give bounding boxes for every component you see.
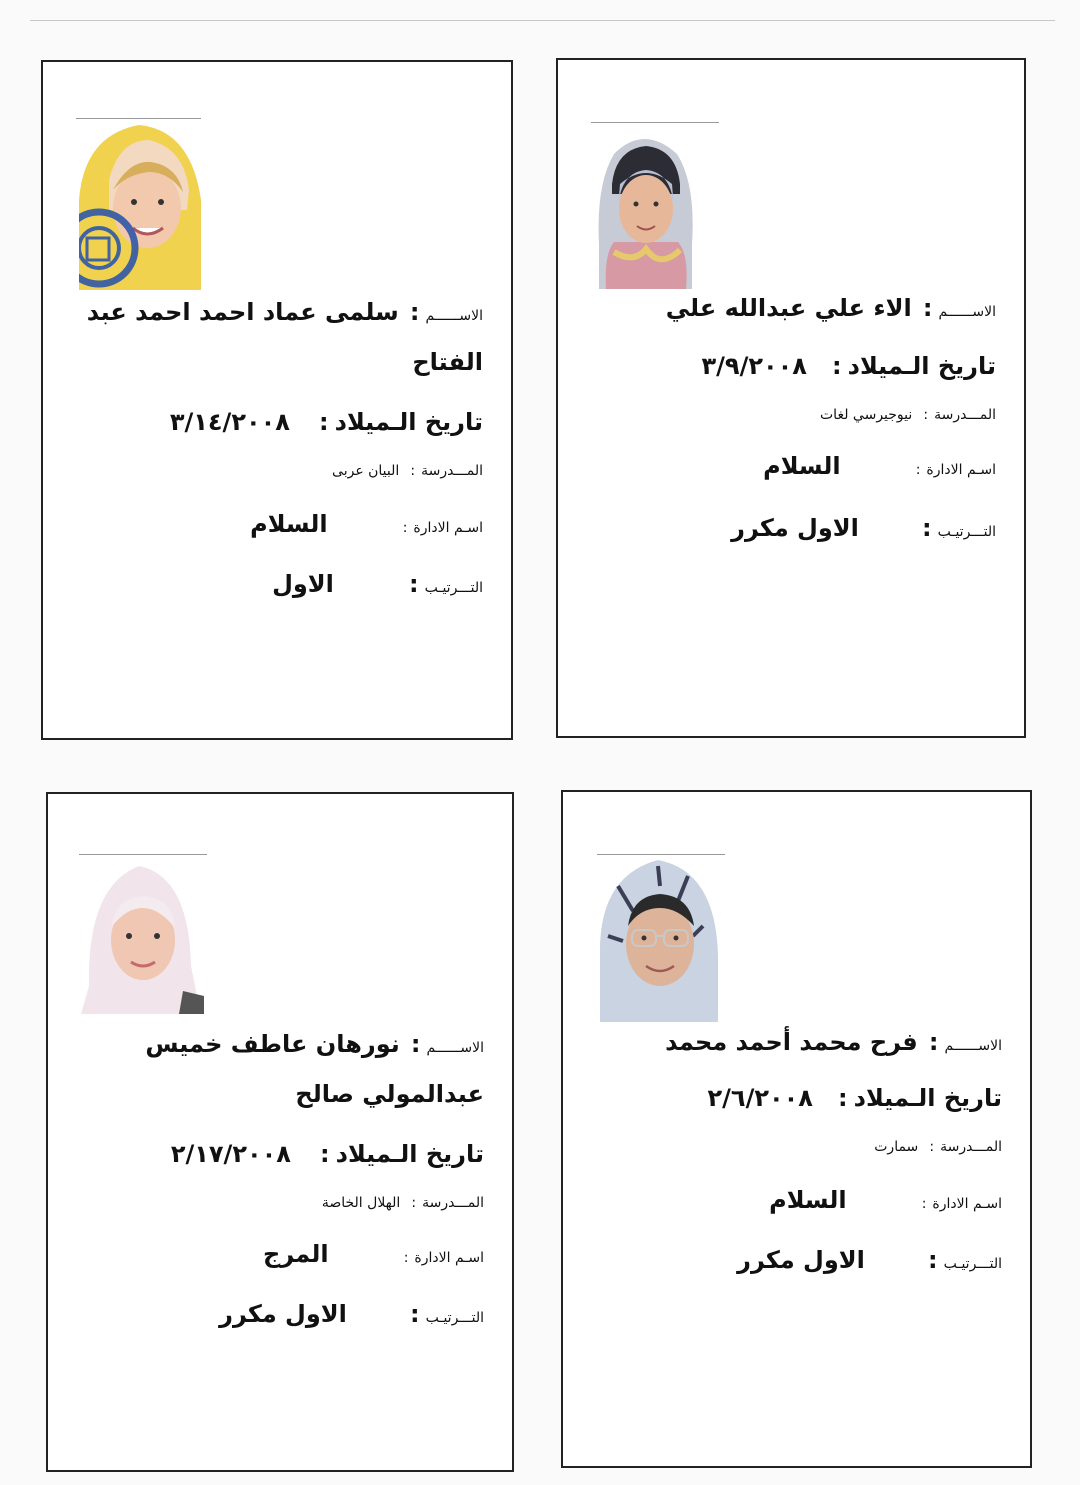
student-photo-with-stamp <box>79 120 204 290</box>
colon: : <box>410 1300 420 1328</box>
colon: : <box>832 352 842 380</box>
admin-label: اسـم الادارة <box>414 1250 484 1266</box>
colon: : <box>838 1084 848 1112</box>
photo-top-rule <box>597 854 725 855</box>
colon: : <box>409 570 419 598</box>
student-photo <box>594 124 697 289</box>
school-name: الهلال الخاصة <box>321 1195 401 1211</box>
colon: : <box>921 1196 927 1212</box>
admin-label: اسـم الادارة <box>932 1196 1002 1212</box>
student-photo <box>79 856 204 1014</box>
name-label: الاســــــم <box>944 1038 1002 1054</box>
rank-value: الاول مكرر <box>219 1300 347 1328</box>
student-photo <box>598 856 720 1022</box>
colon: : <box>922 514 932 542</box>
student-card-2 <box>41 60 513 740</box>
admin-name: السلام <box>769 1186 847 1214</box>
student-name: نورهان عاطف خميس <box>145 1030 400 1058</box>
birth-label: تاريخ الـميلاد <box>853 1084 1002 1112</box>
school-label: المـــدرسة <box>940 1139 1002 1155</box>
school-name: سمارت <box>874 1139 919 1155</box>
student-card-1 <box>556 58 1026 738</box>
name-label: الاســــــم <box>425 308 483 324</box>
photo-top-rule <box>76 118 201 119</box>
colon: : <box>402 520 408 536</box>
rank-label: التـــرتيـب <box>937 524 996 540</box>
rank-value: الاول مكرر <box>731 514 859 542</box>
page-top-rule <box>30 20 1055 21</box>
photo-top-rule <box>79 854 207 855</box>
student-card-4 <box>46 792 514 1472</box>
birth-label: تاريخ الـميلاد <box>847 352 996 380</box>
school-name: البيان عربى <box>332 463 400 479</box>
rank-label: التـــرتيـب <box>424 580 483 596</box>
admin-label: اسـم الادارة <box>413 520 483 536</box>
admin-name: المرج <box>263 1240 329 1268</box>
rank-label: التـــرتيـب <box>943 1256 1002 1272</box>
student-name-continued: عبدالمولي صالح <box>295 1080 484 1108</box>
colon: : <box>320 1140 330 1168</box>
student-name: سلمى عماد احمد احمد عبد <box>86 298 399 326</box>
colon: : <box>411 1195 417 1211</box>
colon: : <box>928 1028 939 1056</box>
rank-label: التـــرتيـب <box>425 1310 484 1326</box>
school-label: المـــدرسة <box>934 407 996 423</box>
admin-label: اسـم الادارة <box>926 462 996 478</box>
colon: : <box>915 462 921 478</box>
colon: : <box>928 1246 938 1274</box>
colon: : <box>410 463 416 479</box>
photo-top-rule <box>591 122 719 123</box>
colon: : <box>319 408 329 436</box>
colon: : <box>403 1250 409 1266</box>
colon: : <box>922 294 933 322</box>
birth-date: ٢/٦/٢٠٠٨ <box>707 1084 813 1112</box>
birth-label: تاريخ الـميلاد <box>334 408 483 436</box>
birth-date: ٢/١٧/٢٠٠٨ <box>170 1140 291 1168</box>
name-label: الاســــــم <box>426 1040 484 1056</box>
birth-date: ٣/١٤/٢٠٠٨ <box>169 408 290 436</box>
student-name: فرح محمد أحمد محمد <box>665 1028 918 1056</box>
admin-name: السلام <box>250 510 328 538</box>
student-name: الاء علي عبدالله علي <box>665 294 912 322</box>
birth-label: تاريخ الـميلاد <box>335 1140 484 1168</box>
birth-date: ٣/٩/٢٠٠٨ <box>701 352 807 380</box>
school-label: المـــدرسة <box>422 1195 484 1211</box>
colon: : <box>409 298 420 326</box>
school-label: المـــدرسة <box>421 463 483 479</box>
school-name: نيوجيرسي لغات <box>820 407 913 423</box>
name-label: الاســــــم <box>938 304 996 320</box>
admin-name: السلام <box>763 452 841 480</box>
colon: : <box>410 1030 421 1058</box>
colon: : <box>923 407 929 423</box>
colon: : <box>929 1139 935 1155</box>
rank-value: الاول مكرر <box>737 1246 865 1274</box>
student-card-3 <box>561 790 1032 1468</box>
rank-value: الاول <box>272 570 334 598</box>
student-name-continued: الفتاح <box>412 348 483 376</box>
